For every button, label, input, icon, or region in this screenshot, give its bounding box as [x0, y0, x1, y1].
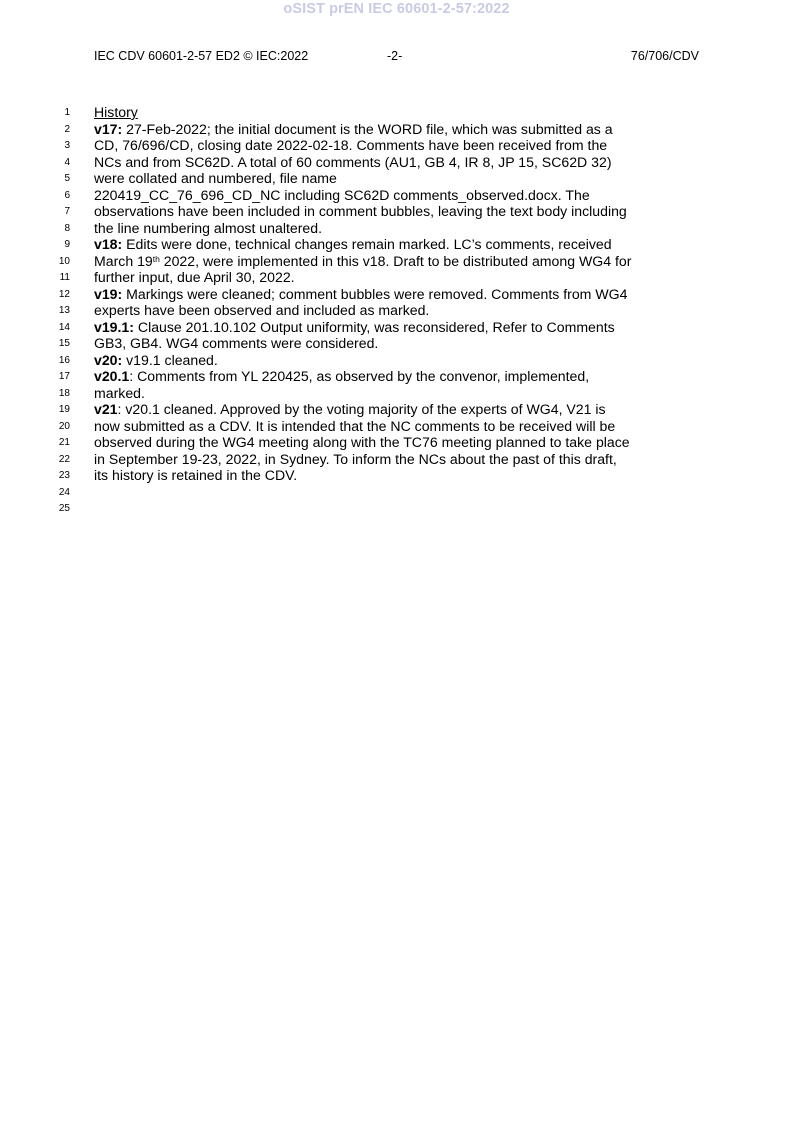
text-run: 2022, were implemented in this v18. Draft to be distributed among WG4 for	[159, 252, 632, 269]
line-text	[94, 253, 631, 270]
version-label: v18:	[94, 236, 123, 252]
line-text	[94, 121, 613, 138]
history-text-body	[0, 104, 793, 517]
line-number: 19	[58, 404, 70, 415]
text-line	[0, 121, 793, 138]
line-text	[94, 220, 322, 237]
line-text	[94, 170, 337, 187]
text-run: marked.	[94, 384, 145, 401]
line-text	[94, 418, 615, 435]
text-line	[0, 286, 793, 303]
line-number: 18	[58, 387, 70, 399]
line-number: 21	[58, 437, 70, 448]
line-text	[94, 286, 627, 303]
line-text	[94, 269, 295, 286]
text-run: March 19	[94, 252, 153, 269]
line-number: 8	[64, 222, 70, 234]
line-text	[94, 203, 627, 220]
text-line	[0, 104, 793, 121]
text-run: Edits were done, technical changes remain marked. LC’s comments, received	[122, 236, 612, 252]
section-heading: History	[94, 104, 138, 120]
text-run: CD, 76/696/CD, closing date 2022-02-18. Comments have been received from the	[94, 137, 608, 153]
text-line	[0, 467, 793, 484]
text-run: 220419_CC_76_696_CD_NC including SC62D comments_observed.docx. The	[94, 186, 590, 203]
line-text	[94, 467, 297, 484]
line-number: 7	[64, 206, 70, 217]
text-line	[0, 187, 793, 204]
page-header	[94, 48, 699, 64]
text-line	[0, 170, 793, 187]
text-run: its history is retained in the CDV.	[94, 467, 298, 483]
text-line	[0, 220, 793, 237]
text-line	[0, 203, 793, 220]
line-number: 1	[64, 107, 70, 118]
version-label: v19.1:	[94, 318, 134, 335]
text-run: observed during the WG4 meeting along with the TC76 meeting planned to take place	[94, 434, 630, 450]
version-label: v20:	[94, 351, 123, 368]
line-number: 20	[58, 420, 70, 432]
text-line	[0, 368, 793, 385]
text-line	[0, 401, 793, 418]
text-run: : Comments from YL 220425, as observed by the convenor, implemented,	[129, 368, 590, 384]
line-number: 3	[64, 140, 70, 151]
line-text	[94, 335, 378, 352]
line-text	[94, 154, 612, 171]
line-number: 5	[64, 173, 70, 184]
line-number: 25	[58, 503, 70, 514]
line-number: 2	[64, 123, 70, 135]
line-number: 23	[58, 470, 70, 481]
text-run: the line numbering almost unaltered.	[94, 219, 322, 236]
version-label: v17:	[94, 120, 123, 137]
text-line	[0, 335, 793, 352]
line-text	[94, 236, 612, 253]
text-line	[0, 418, 793, 435]
text-run: : v20.1 cleaned. Approved by the voting majority of the experts of WG4, V21 is	[117, 401, 606, 417]
text-line	[0, 500, 793, 517]
version-label: v20.1	[94, 368, 130, 384]
line-number: 11	[59, 272, 70, 283]
line-number: 13	[58, 305, 70, 316]
text-run: NCs and from SC62D. A total of 60 comments (AU1, GB 4, IR 8, JP 15, SC62D 32)	[94, 153, 612, 170]
text-line	[0, 451, 793, 468]
line-text	[94, 302, 429, 319]
header-page-number: -2-	[387, 49, 403, 63]
line-number: 17	[58, 371, 70, 382]
text-run: Clause 201.10.102 Output uniformity, was reconsidered, Refer to Comments	[133, 318, 615, 335]
version-label: v19:	[94, 285, 123, 302]
text-line	[0, 302, 793, 319]
text-run: Markings were cleaned; comment bubbles were removed. Comments from WG4	[122, 285, 628, 302]
line-number: 6	[64, 189, 70, 201]
ordinal-suffix: th	[152, 253, 160, 264]
line-text	[94, 401, 606, 418]
line-text	[94, 137, 607, 154]
text-line	[0, 434, 793, 451]
line-text	[94, 451, 617, 468]
line-number: 24	[58, 486, 70, 498]
text-line	[0, 253, 793, 270]
text-run: further input, due April 30, 2022.	[94, 269, 295, 285]
text-line	[0, 269, 793, 286]
text-line	[0, 352, 793, 369]
text-line	[0, 385, 793, 402]
header-document-id: IEC CDV 60601-2-57 ED2 © IEC:2022	[94, 49, 309, 63]
line-text	[94, 352, 218, 369]
line-text	[94, 434, 630, 451]
line-number: 16	[58, 354, 70, 366]
text-run: observations have been included in comment bubbles, leaving the text body including	[94, 203, 627, 219]
line-number: 12	[58, 288, 70, 300]
text-run: were collated and numbered, file name	[94, 170, 337, 186]
text-line	[0, 484, 793, 501]
line-text	[94, 319, 615, 336]
line-number: 9	[64, 239, 70, 250]
header-document-code: 76/706/CDV	[630, 49, 699, 63]
text-line	[0, 319, 793, 336]
text-run: GB3, GB4. WG4 comments were considered.	[94, 335, 379, 351]
watermark: oSIST prEN IEC 60601-2-57:2022	[283, 1, 510, 17]
line-number: 10	[58, 255, 70, 267]
text-run: now submitted as a CDV. It is intended that the NC comments to be received will be	[94, 417, 616, 434]
text-run: experts have been observed and included as marked.	[94, 302, 430, 318]
text-run: in September 19-23, 2022, in Sydney. To inform the NCs about the past of this draft,	[94, 450, 617, 467]
version-label: v21	[94, 401, 118, 417]
line-number: 4	[64, 156, 70, 168]
line-text	[94, 385, 145, 402]
text-line	[0, 137, 793, 154]
line-number: 22	[58, 453, 70, 465]
line-text	[94, 104, 138, 121]
line-number: 15	[58, 338, 70, 349]
text-line	[0, 154, 793, 171]
line-number: 14	[58, 321, 70, 333]
text-run: 27-Feb-2022; the initial document is the WORD file, which was submitted as a	[122, 120, 613, 137]
text-line	[0, 236, 793, 253]
text-run: v19.1 cleaned.	[122, 351, 218, 368]
line-text	[94, 368, 589, 385]
line-text	[94, 187, 590, 204]
